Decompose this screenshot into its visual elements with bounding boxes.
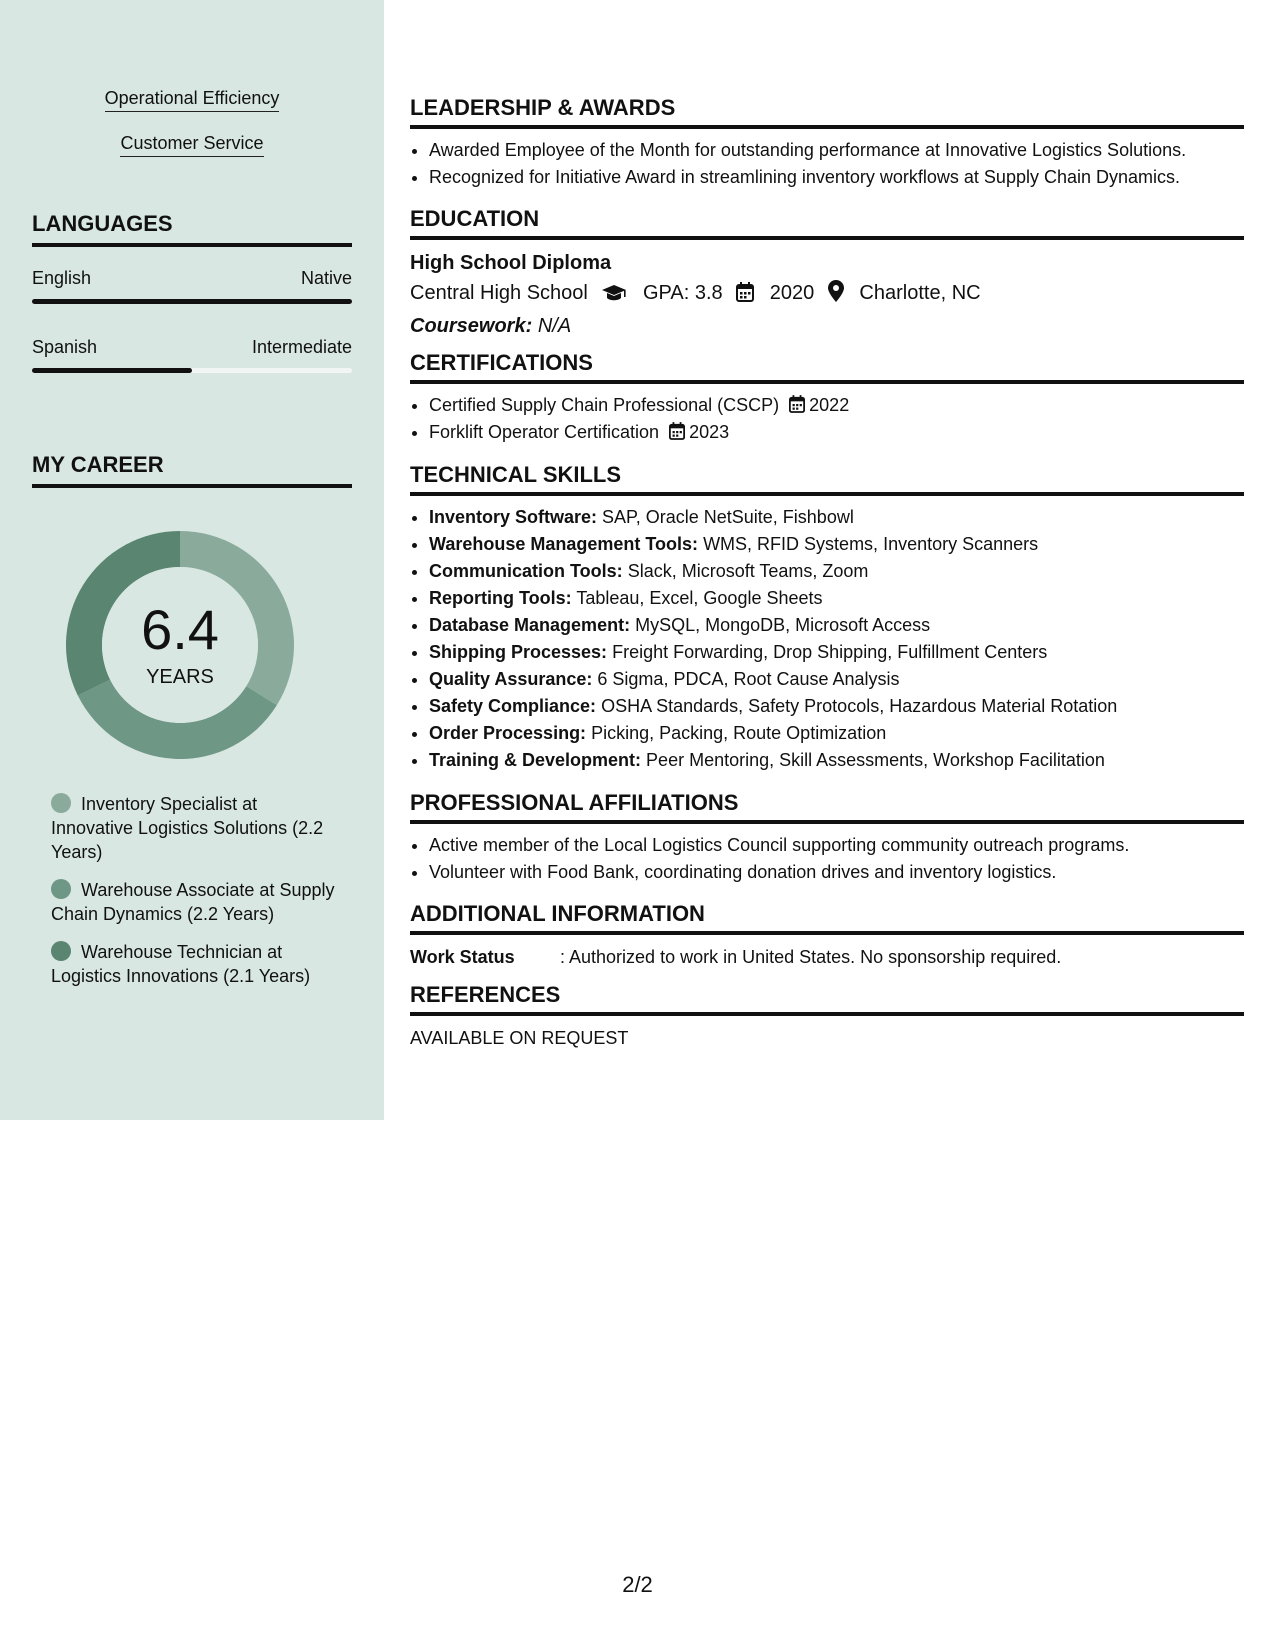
language-bar-fill — [32, 299, 352, 304]
calendar-icon — [669, 422, 685, 440]
list-item: • Shipping Processes: Freight Forwarding, Drop Shipping, Fulfillment Centers — [429, 639, 1244, 666]
graduation-cap-icon — [601, 281, 627, 311]
language-level: Intermediate — [251, 337, 352, 357]
education-school: Central High School — [410, 282, 588, 304]
language-row — [32, 337, 352, 358]
list-item: • Reporting Tools: Tableau, Excel, Google Sheets — [429, 585, 1244, 612]
sidebar — [0, 0, 384, 1120]
career-total-unit: YEARS — [146, 666, 214, 688]
education-coursework: Coursework: N/A — [410, 315, 572, 337]
references-section — [410, 982, 1244, 1052]
work-status: Work Status : Authorized to work in United States. No sponsorship required. — [410, 947, 1062, 967]
calendar-icon — [789, 395, 805, 413]
technical-skills-section — [410, 462, 1244, 774]
affiliations-section — [410, 790, 1244, 886]
certifications-section — [410, 350, 1244, 446]
section-title: REFERENCES — [410, 982, 1244, 1016]
list-item: • Forklift Operator Certification 2023 — [429, 419, 1244, 446]
list-item: • Database Management: MySQL, MongoDB, Microsoft Access — [429, 612, 1244, 639]
section-title: CERTIFICATIONS — [410, 350, 1244, 384]
list-item: • Safety Compliance: OSHA Standards, Safety Protocols, Hazardous Material Rotation — [429, 693, 1244, 720]
legend-dot-icon — [51, 879, 71, 899]
career-total-years: 6.4 — [141, 598, 219, 661]
language-bar — [32, 299, 352, 304]
education-gpa: GPA: 3.8 — [643, 282, 723, 304]
page-number: 2/2 — [622, 1572, 653, 1597]
list-item: • Communication Tools: Slack, Microsoft Teams, Zoom — [429, 558, 1244, 585]
career-heading: MY CAREER — [32, 452, 352, 488]
skill-item[interactable]: Operational Efficiency — [0, 88, 384, 112]
list-item: • Volunteer with Food Bank, coordinating donation drives and inventory logistics. — [429, 859, 1244, 886]
list-item: • Active member of the Local Logistics Council supporting community outreach programs. — [429, 832, 1244, 859]
leadership-section — [410, 95, 1244, 191]
language-name: English — [32, 268, 92, 288]
list-item: • Warehouse Management Tools: WMS, RFID Systems, Inventory Scanners — [429, 531, 1244, 558]
legend-dot-icon — [51, 793, 71, 813]
language-level: Native — [300, 268, 352, 288]
education-location: Charlotte, NC — [859, 282, 981, 304]
list-item: • Order Processing: Picking, Packing, Route Optimization — [429, 720, 1244, 747]
career-legend-item: Warehouse Associate at Supply Chain Dynamics (2.2 Years) — [51, 880, 335, 924]
section-title: TECHNICAL SKILLS — [410, 462, 1244, 496]
career-legend — [51, 792, 341, 1002]
list-item: • Inventory Software: SAP, Oracle NetSuite, Fishbowl — [429, 504, 1244, 531]
section-title: PROFESSIONAL AFFILIATIONS — [410, 790, 1244, 824]
language-row — [32, 268, 352, 289]
education-degree: High School Diploma — [410, 252, 612, 274]
section-title: ADDITIONAL INFORMATION — [410, 901, 1244, 935]
language-bar-fill — [32, 368, 192, 373]
career-legend-item: Inventory Specialist at Innovative Logistics Solutions (2.2 Years) — [51, 794, 324, 862]
education-details — [410, 278, 1244, 311]
languages-heading: LANGUAGES — [32, 211, 352, 247]
education-section — [410, 206, 1244, 341]
location-pin-icon — [828, 280, 844, 311]
cert-date: 2022 — [789, 395, 849, 415]
legend-dot-icon — [51, 941, 71, 961]
language-name: Spanish — [32, 337, 98, 357]
list-item: • Awarded Employee of the Month for outstanding performance at Innovative Logistics Solutions. — [429, 137, 1244, 164]
section-title: EDUCATION — [410, 206, 1244, 240]
list-item: • Training & Development: Peer Mentoring, Skill Assessments, Workshop Facilitation — [429, 747, 1244, 774]
list-item: • Quality Assurance: 6 Sigma, PDCA, Root Cause Analysis — [429, 666, 1244, 693]
education-year: 2020 — [769, 282, 815, 304]
skill-item[interactable]: Customer Service — [0, 133, 384, 157]
references-text: AVAILABLE ON REQUEST — [410, 1028, 629, 1048]
additional-info-section — [410, 901, 1244, 971]
career-legend-item: Warehouse Technician at Logistics Innovations (2.1 Years) — [51, 942, 311, 986]
language-bar — [32, 368, 352, 373]
calendar-icon — [736, 281, 754, 311]
list-item: • Recognized for Initiative Award in streamlining inventory workflows at Supply Chain Dynamics. — [429, 164, 1244, 191]
section-title: LEADERSHIP & AWARDS — [410, 95, 1244, 129]
list-item: • Certified Supply Chain Professional (CSCP) 2022 — [429, 392, 1244, 419]
cert-date: 2023 — [669, 422, 729, 442]
